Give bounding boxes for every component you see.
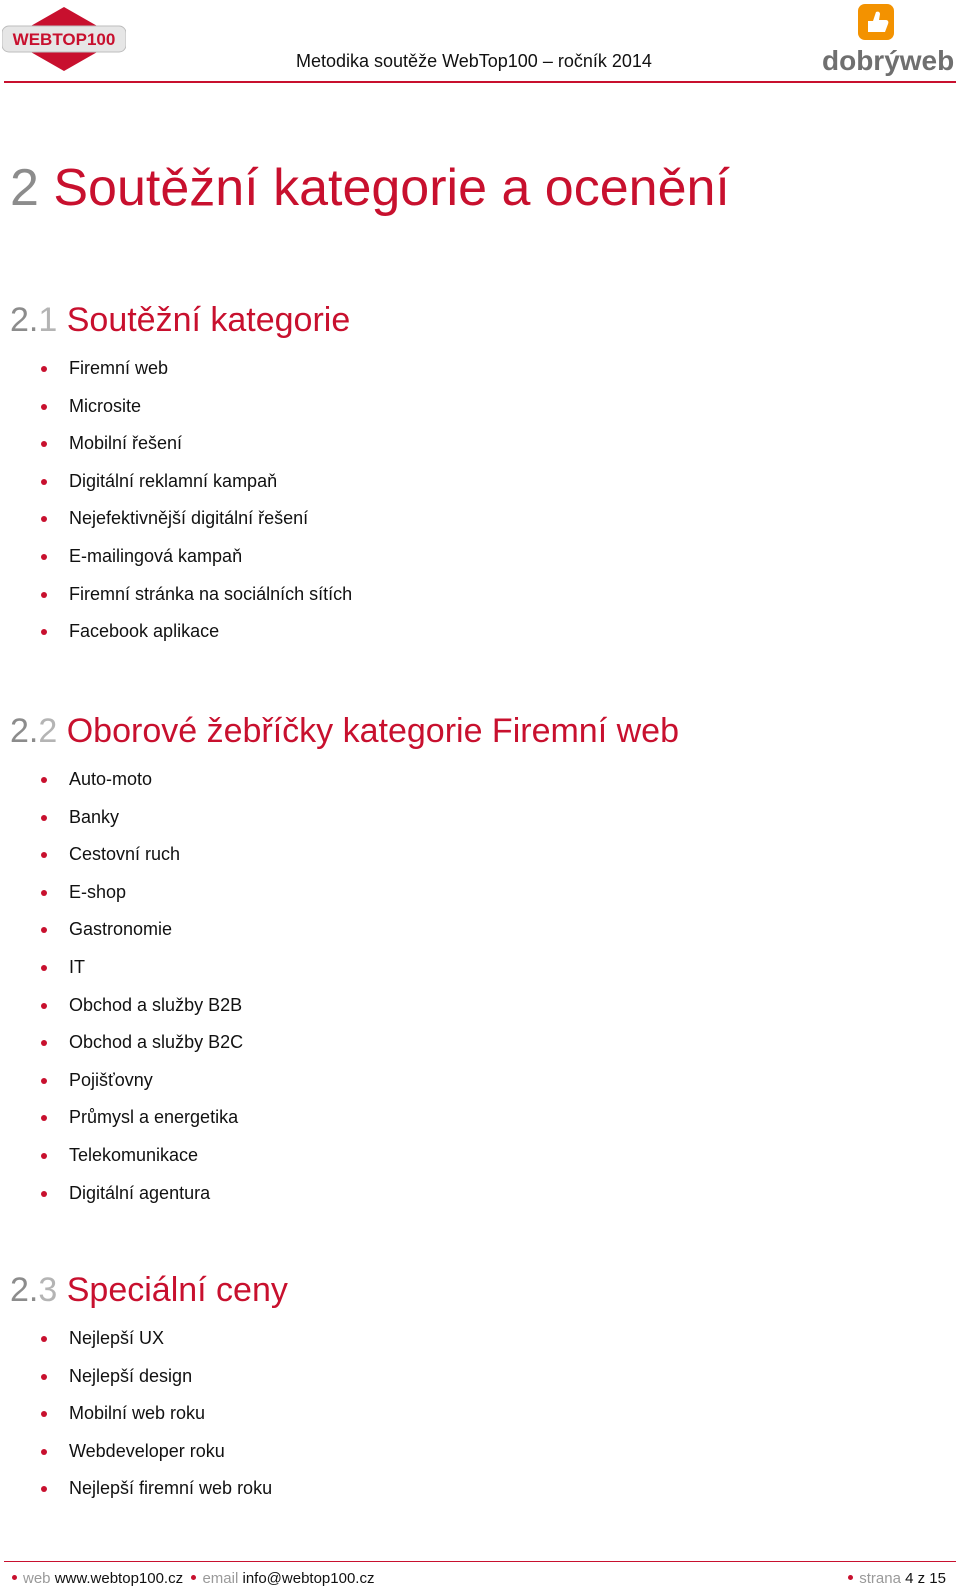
bullet-icon <box>41 1078 47 1084</box>
bullet-icon <box>12 1575 17 1580</box>
industry-ranking-list <box>0 768 243 1219</box>
list-item: Digitální reklamní kampaň <box>0 470 352 508</box>
page-footer <box>0 1558 960 1591</box>
bullet-icon <box>41 479 47 485</box>
list-item: Obchod a služby B2C <box>0 1031 243 1069</box>
page-header <box>0 0 960 84</box>
list-item: Mobilní web roku <box>0 1402 272 1440</box>
list-item: Digitální agentura <box>0 1182 243 1220</box>
list-item: Nejlepší UX <box>0 1327 272 1365</box>
footer-contact <box>12 1570 374 1587</box>
bullet-icon <box>41 1115 47 1121</box>
list-item: Průmysl a energetika <box>0 1106 243 1144</box>
svg-text:dobrýweb: dobrýweb <box>822 45 954 76</box>
section-title: Soutěžní kategorie <box>66 301 351 339</box>
bullet-icon <box>41 516 47 522</box>
bullet-icon <box>848 1575 853 1580</box>
bullet-icon <box>41 366 47 372</box>
list-item: Firemní stránka na sociálních sítích <box>0 583 352 621</box>
section-title: Oborové žebříčky kategorie Firemní web <box>66 712 679 750</box>
bullet-icon <box>41 629 47 635</box>
webtop100-logo <box>2 6 126 72</box>
bullet-icon <box>41 1336 47 1342</box>
bullet-icon <box>41 1486 47 1492</box>
bullet-icon <box>41 890 47 896</box>
bullet-icon <box>41 927 47 933</box>
bullet-icon <box>41 1003 47 1009</box>
section-heading-2-3 <box>10 1272 288 1309</box>
section-heading-2-1 <box>10 302 350 339</box>
list-item: Auto-moto <box>0 768 243 806</box>
dobryweb-logo <box>822 4 954 76</box>
footer-email-label: email <box>202 1570 239 1587</box>
list-item: Nejlepší design <box>0 1365 272 1403</box>
list-item: Pojišťovny <box>0 1069 243 1107</box>
bullet-icon <box>41 1040 47 1046</box>
section-heading-2-2 <box>10 713 679 750</box>
list-item: Nejlepší firemní web roku <box>0 1477 272 1515</box>
section-number: 2.1 <box>10 301 58 339</box>
section-title: Speciální ceny <box>66 1271 288 1309</box>
footer-page-number <box>848 1570 946 1587</box>
bullet-icon <box>41 815 47 821</box>
bullet-icon <box>191 1575 196 1580</box>
bullet-icon <box>41 1411 47 1417</box>
bullet-icon <box>41 777 47 783</box>
footer-page-label: strana <box>859 1570 901 1587</box>
footer-web-link[interactable]: www.webtop100.cz <box>54 1570 184 1587</box>
list-item: E-shop <box>0 881 243 919</box>
section-number: 2.3 <box>10 1271 58 1309</box>
list-item: Cestovní ruch <box>0 843 243 881</box>
bullet-icon <box>41 592 47 598</box>
list-item: Facebook aplikace <box>0 620 352 658</box>
list-item: Nejefektivnější digitální řešení <box>0 507 352 545</box>
footer-divider <box>4 1561 956 1562</box>
category-list <box>0 357 352 658</box>
list-item: IT <box>0 956 243 994</box>
svg-text:WEBTOP100: WEBTOP100 <box>12 30 116 49</box>
list-item: E-mailingová kampaň <box>0 545 352 583</box>
chapter-title: Soutěžní kategorie a ocenění <box>53 159 730 217</box>
bullet-icon <box>41 1449 47 1455</box>
bullet-icon <box>41 1153 47 1159</box>
header-divider <box>4 81 956 83</box>
list-item: Mobilní řešení <box>0 432 352 470</box>
bullet-icon <box>41 852 47 858</box>
bullet-icon <box>41 1374 47 1380</box>
bullet-icon <box>41 554 47 560</box>
list-item: Microsite <box>0 395 352 433</box>
footer-page-value: 4 z 15 <box>905 1570 946 1587</box>
list-item: Obchod a služby B2B <box>0 994 243 1032</box>
chapter-number: 2 <box>10 159 39 217</box>
list-item: Telekomunikace <box>0 1144 243 1182</box>
footer-email-link[interactable]: info@webtop100.cz <box>242 1570 375 1587</box>
list-item: Webdeveloper roku <box>0 1440 272 1478</box>
document-header-title: Metodika soutěže WebTop100 – ročník 2014 <box>296 51 652 71</box>
section-number: 2.2 <box>10 712 58 750</box>
list-item: Firemní web <box>0 357 352 395</box>
bullet-icon <box>41 1191 47 1197</box>
bullet-icon <box>41 441 47 447</box>
bullet-icon <box>41 404 47 410</box>
list-item: Banky <box>0 806 243 844</box>
bullet-icon <box>41 965 47 971</box>
list-item: Gastronomie <box>0 918 243 956</box>
chapter-heading <box>10 160 730 217</box>
special-awards-list <box>0 1327 272 1515</box>
footer-web-label: web <box>23 1570 51 1587</box>
